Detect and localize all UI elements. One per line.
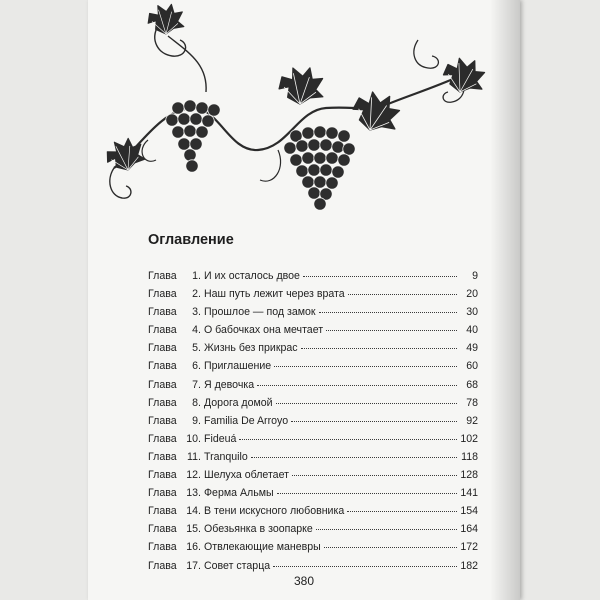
toc-entry[interactable]	[148, 541, 478, 559]
chapter-prefix: Глава	[148, 360, 177, 373]
chapter-number: 2.	[192, 288, 201, 301]
dot-leader	[301, 348, 457, 349]
toc-entry[interactable]	[148, 415, 478, 433]
chapter-number: 8.	[192, 396, 201, 409]
chapter-page: 40	[466, 324, 478, 337]
chapter-title: Ферма Альмы	[204, 487, 274, 500]
toc-entry[interactable]	[148, 288, 478, 306]
dot-leader	[291, 421, 457, 422]
chapter-page: 60	[466, 360, 478, 373]
chapter-title: Отвлекающие маневры	[204, 541, 321, 554]
dot-leader	[326, 330, 457, 331]
chapter-prefix: Глава	[148, 487, 177, 500]
book-page	[88, 0, 520, 600]
toc-list	[148, 270, 478, 578]
chapter-number: 11.	[187, 450, 201, 463]
dot-leader	[257, 385, 457, 386]
chapter-prefix: Глава	[148, 469, 177, 482]
toc-entry[interactable]	[148, 487, 478, 505]
dot-leader	[324, 547, 457, 548]
toc-entry[interactable]	[148, 451, 478, 469]
toc-entry[interactable]	[148, 469, 478, 487]
chapter-title: О бабочках она мечтает	[204, 324, 324, 337]
chapter-title: Дорога домой	[204, 396, 273, 409]
toc-entry[interactable]	[148, 523, 478, 541]
chapter-number: 3.	[192, 306, 201, 319]
dot-leader	[239, 439, 457, 440]
chapter-prefix: Глава	[148, 378, 177, 391]
dot-leader	[251, 457, 457, 458]
grapevine-ornament-icon	[88, 0, 520, 230]
chapter-page: 154	[460, 505, 478, 518]
page-number: 380	[293, 574, 315, 588]
chapter-prefix: Глава	[148, 396, 177, 409]
chapter-title: Я девочка	[204, 378, 255, 391]
dot-leader	[273, 566, 457, 567]
chapter-number: 15.	[186, 523, 201, 536]
toc-entry[interactable]	[148, 433, 478, 451]
chapter-title: Приглашение	[204, 360, 272, 373]
toc-entry[interactable]	[148, 397, 478, 415]
grape-cluster-small	[166, 100, 220, 172]
chapter-page: 30	[466, 306, 478, 319]
chapter-title: Обезьянка в зоопарке	[204, 523, 313, 536]
toc-entry[interactable]	[148, 342, 478, 360]
chapter-title: Жизнь без прикрас	[204, 342, 298, 355]
chapter-prefix: Глава	[148, 288, 177, 301]
chapter-page: 49	[466, 342, 478, 355]
chapter-title: Прошлое — под замок	[204, 306, 316, 319]
chapter-title: Familia De Arroyo	[204, 414, 289, 427]
chapter-page: 102	[460, 432, 478, 445]
chapter-prefix: Глава	[148, 523, 177, 536]
toc-entry[interactable]	[148, 505, 478, 523]
chapter-prefix: Глава	[148, 270, 177, 282]
chapter-page: 128	[460, 469, 478, 482]
dot-leader	[303, 276, 457, 277]
chapter-page: 164	[460, 523, 478, 536]
chapter-number: 17.	[186, 559, 201, 572]
dot-leader	[347, 511, 457, 512]
chapter-prefix: Глава	[148, 505, 177, 518]
chapter-page: 141	[460, 487, 478, 500]
chapter-number: 16.	[186, 541, 201, 554]
chapter-number: 4.	[192, 324, 201, 337]
dot-leader	[292, 475, 457, 476]
toc-entry[interactable]	[148, 360, 478, 378]
chapter-title: Шелуха облетает	[204, 469, 289, 482]
chapter-number: 14.	[186, 505, 201, 518]
chapter-number: 7.	[192, 378, 201, 391]
chapter-title: Tranquilo	[204, 450, 248, 463]
chapter-title: И их осталось двое	[204, 270, 300, 282]
toc-heading: Оглавление	[148, 232, 234, 248]
chapter-prefix: Глава	[148, 324, 177, 337]
chapter-page: 92	[466, 414, 478, 427]
chapter-prefix: Глава	[148, 432, 177, 445]
chapter-title: Наш путь лежит через врата	[204, 288, 345, 301]
chapter-number: 10.	[186, 432, 201, 445]
chapter-page: 20	[466, 288, 478, 301]
dot-leader	[348, 294, 457, 295]
toc-entry[interactable]	[148, 324, 478, 342]
toc-entry[interactable]	[148, 306, 478, 324]
chapter-number: 9.	[192, 414, 201, 427]
chapter-page: 68	[466, 378, 478, 391]
chapter-title: Совет старца	[204, 559, 271, 572]
chapter-prefix: Глава	[148, 541, 177, 554]
chapter-page: 172	[460, 541, 478, 554]
chapter-prefix: Глава	[148, 342, 177, 355]
chapter-page: 78	[466, 396, 478, 409]
grape-cluster-large	[284, 126, 355, 210]
chapter-number: 5.	[192, 342, 201, 355]
chapter-page: 9	[472, 270, 478, 282]
chapter-prefix: Глава	[148, 306, 177, 319]
chapter-prefix: Глава	[148, 559, 177, 572]
dot-leader	[319, 312, 457, 313]
toc-entry[interactable]	[148, 270, 478, 288]
chapter-title: В тени искусного любовника	[204, 505, 345, 518]
toc-entry[interactable]	[148, 379, 478, 397]
dot-leader	[276, 403, 457, 404]
chapter-title: Fideuá	[204, 432, 237, 445]
chapter-prefix: Глава	[148, 450, 177, 463]
chapter-number: 1.	[192, 270, 201, 282]
chapter-page: 182	[460, 559, 478, 572]
dot-leader	[274, 366, 457, 367]
dot-leader	[277, 493, 457, 494]
chapter-number: 12.	[186, 469, 201, 482]
chapter-number: 6.	[192, 360, 201, 373]
chapter-prefix: Глава	[148, 414, 177, 427]
chapter-number: 13.	[186, 487, 201, 500]
chapter-page: 118	[461, 450, 478, 463]
dot-leader	[316, 529, 457, 530]
